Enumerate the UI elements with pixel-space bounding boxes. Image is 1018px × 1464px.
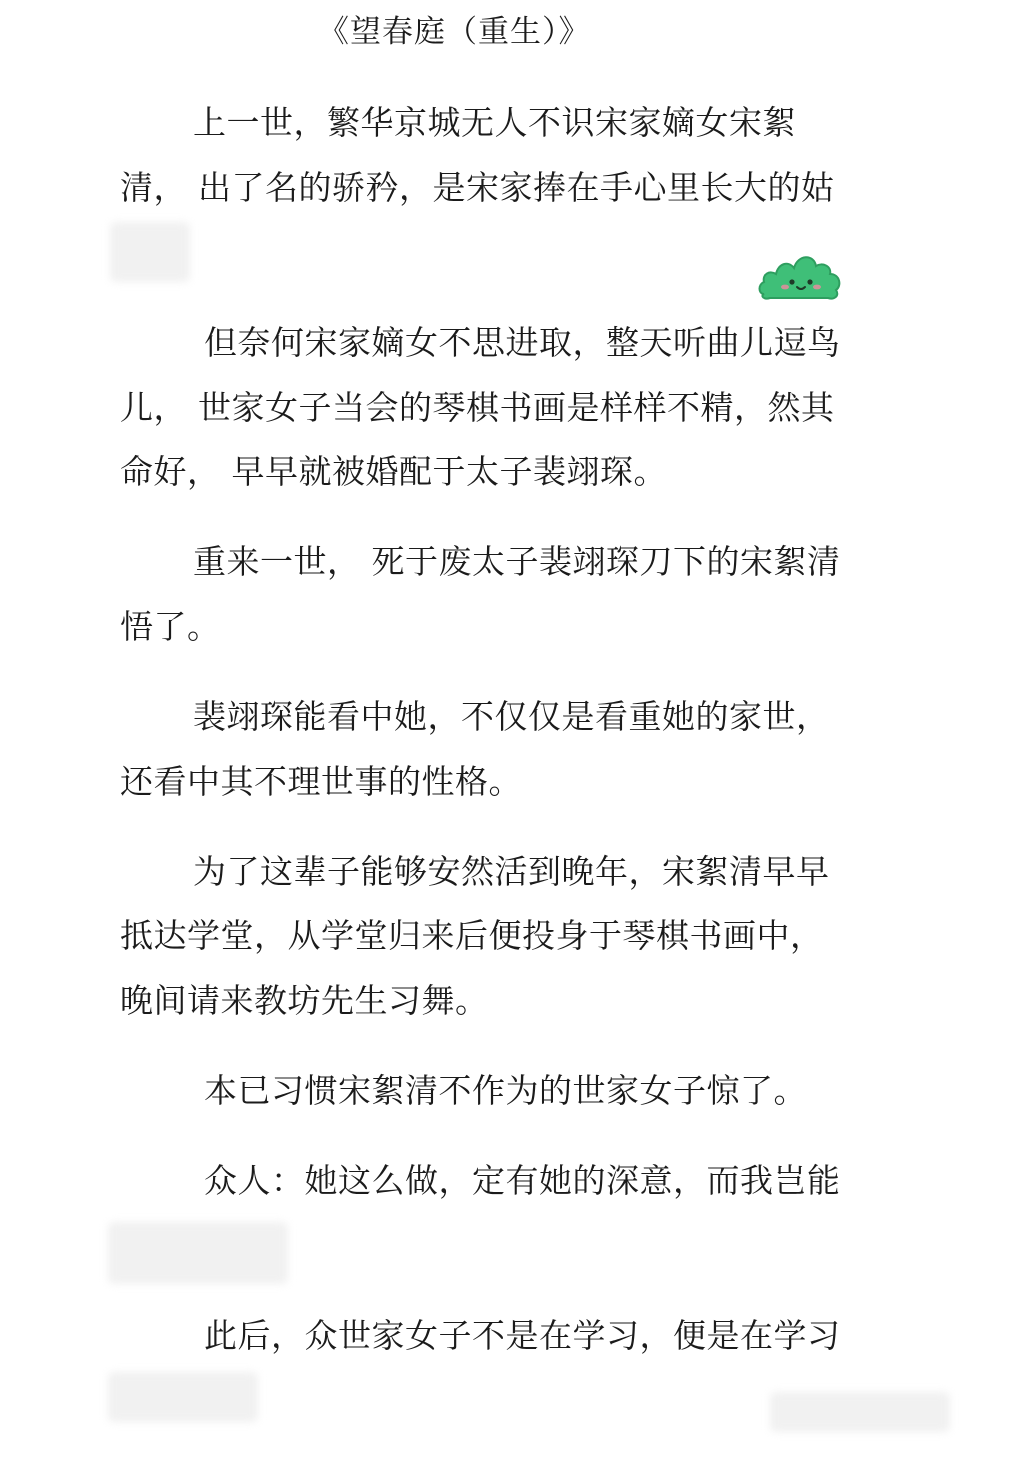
paragraph-3-line-2: 悟了。 (120, 607, 221, 646)
paragraph-5-line-3: 晚间请来教坊先生习舞。 (120, 981, 489, 1020)
paragraph-4-line-1: 裴翊琛能看中她，不仅仅是看重她的家世， (193, 697, 830, 736)
paragraph-8-line-1: 此后，众世家女子不是在学习，便是在学习 (204, 1316, 841, 1355)
paragraph-5-line-1: 为了这辈子能够安然活到晚年，宋絮清早早 (193, 852, 830, 891)
paragraph-1-line-2: 清， 出了名的骄矜，是宋家捧在手心里长大的姑 (120, 168, 835, 207)
blurred-text-region (770, 1392, 950, 1432)
paragraph-2-line-3: 命好， 早早就被婚配于太子裴翊琛。 (120, 452, 667, 491)
paragraph-1-line-1: 上一世，繁华京城无人不识宋家嫡女宋絮 (193, 103, 796, 142)
paragraph-2-line-2: 儿， 世家女子当会的琴棋书画是样样不精，然其 (120, 388, 835, 427)
blurred-text-region (110, 222, 190, 282)
article-title: 《望春庭（重生）》 (318, 14, 591, 50)
blurred-text-region (108, 1222, 288, 1284)
green-cloud-smiley-sticker-icon (756, 244, 844, 302)
paragraph-2-line-1: 但奈何宋家嫡女不思进取，整天听曲儿逗鸟 (204, 323, 841, 362)
paragraph-7-line-1: 众人：她这么做，定有她的深意，而我岂能 (204, 1161, 841, 1200)
paragraph-5-line-2: 抵达学堂，从学堂归来后便投身于琴棋书画中， (120, 916, 824, 955)
blurred-text-region (108, 1372, 258, 1422)
paragraph-4-line-2: 还看中其不理世事的性格。 (120, 762, 522, 801)
paragraph-6-line-1: 本已习惯宋絮清不作为的世家女子惊了。 (204, 1071, 807, 1110)
paragraph-3-line-1: 重来一世， 死于废太子裴翊琛刀下的宋絮清 (193, 542, 841, 581)
